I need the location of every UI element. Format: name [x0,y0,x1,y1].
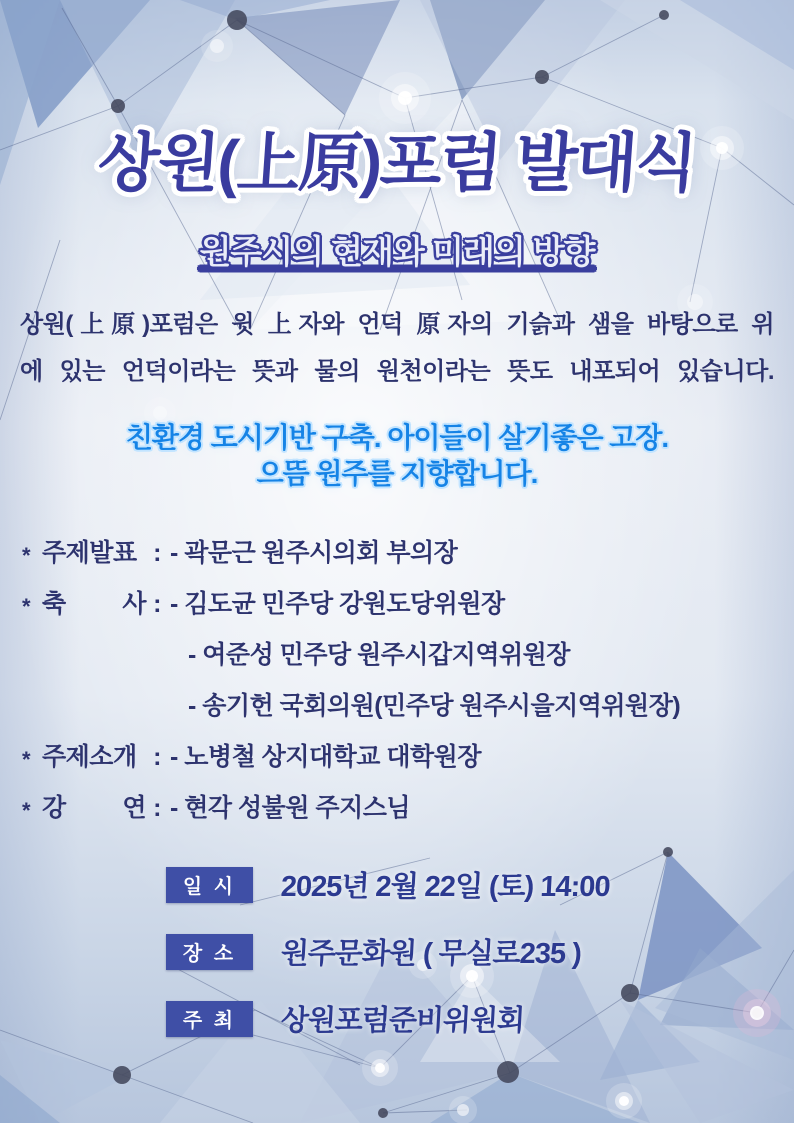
program-text: - 송기헌 국회의원(민주당 원주시을지역위원장) [188,692,681,720]
detail-row-host [166,998,766,1039]
program-label: 축 사 [42,590,146,618]
asterisk-bullet: * [22,543,31,568]
slogan-line-2: 으뜸 원주를 지향합니다. [256,458,538,489]
program-label: 주제발표 [42,539,137,567]
program-text: - 김도균 민주당 강원도당위원장 [170,590,505,618]
program-text: - 노병철 상지대학교 대학원장 [170,743,481,771]
asterisk-bullet: * [22,594,31,619]
program-row-congrats-3 [22,681,794,732]
program-label: 강 연 [42,794,146,822]
intro-line-1: 상원(上原)포럼은 윗 上자와 언덕 原자의 기슭과 샘을 바탕으로 위 [20,311,774,338]
program-colon: : [153,794,161,822]
program-colon: : [153,743,161,771]
event-details [166,864,766,1065]
intro-paragraph [0,301,794,395]
program-colon: : [153,539,161,567]
program-text: - 현각 성불원 주지스님 [170,794,411,822]
program-row-lecture [22,783,794,834]
poster-title: 상원(上原)포럼 발대식 [95,127,698,199]
program-label: 주제소개 [42,743,137,771]
detail-label-box: 주 최 [166,1001,253,1037]
detail-value-host: 상원포럼준비위원회 [280,1005,525,1037]
poster-subtitle: 원주시의 현재와 미래의 방향 [199,233,595,270]
detail-label-box: 장 소 [166,934,253,970]
intro-line-2: 에 있는 언덕이라는 뜻과 물의 원천이라는 뜻도 내포되어 있습니다. [20,358,774,385]
asterisk-bullet: * [22,798,31,823]
program-text: - 곽문근 원주시의회 부의장 [170,539,458,567]
program-row-intro-speaker [22,732,794,783]
detail-label-box: 일 시 [166,867,253,903]
detail-row-datetime [166,864,766,905]
slogan-line-1: 친환경 도시기반 구축. 아이들이 살기좋은 고장. [125,422,669,453]
program-text: - 여준성 민주당 원주시갑지역위원장 [188,641,570,669]
detail-value-venue: 원주문화원 ( 무실로235 ) [280,938,582,970]
program-colon: : [153,590,161,618]
program-row-topic [22,528,794,579]
asterisk-bullet: * [22,747,31,772]
detail-value-datetime: 2025년 2월 22일 (토) 14:00 [280,871,611,903]
slogan [0,420,794,492]
program-row-congrats-2 [22,630,794,681]
program-row-congrats [22,579,794,630]
detail-row-venue [166,931,766,972]
program-list [0,528,794,834]
